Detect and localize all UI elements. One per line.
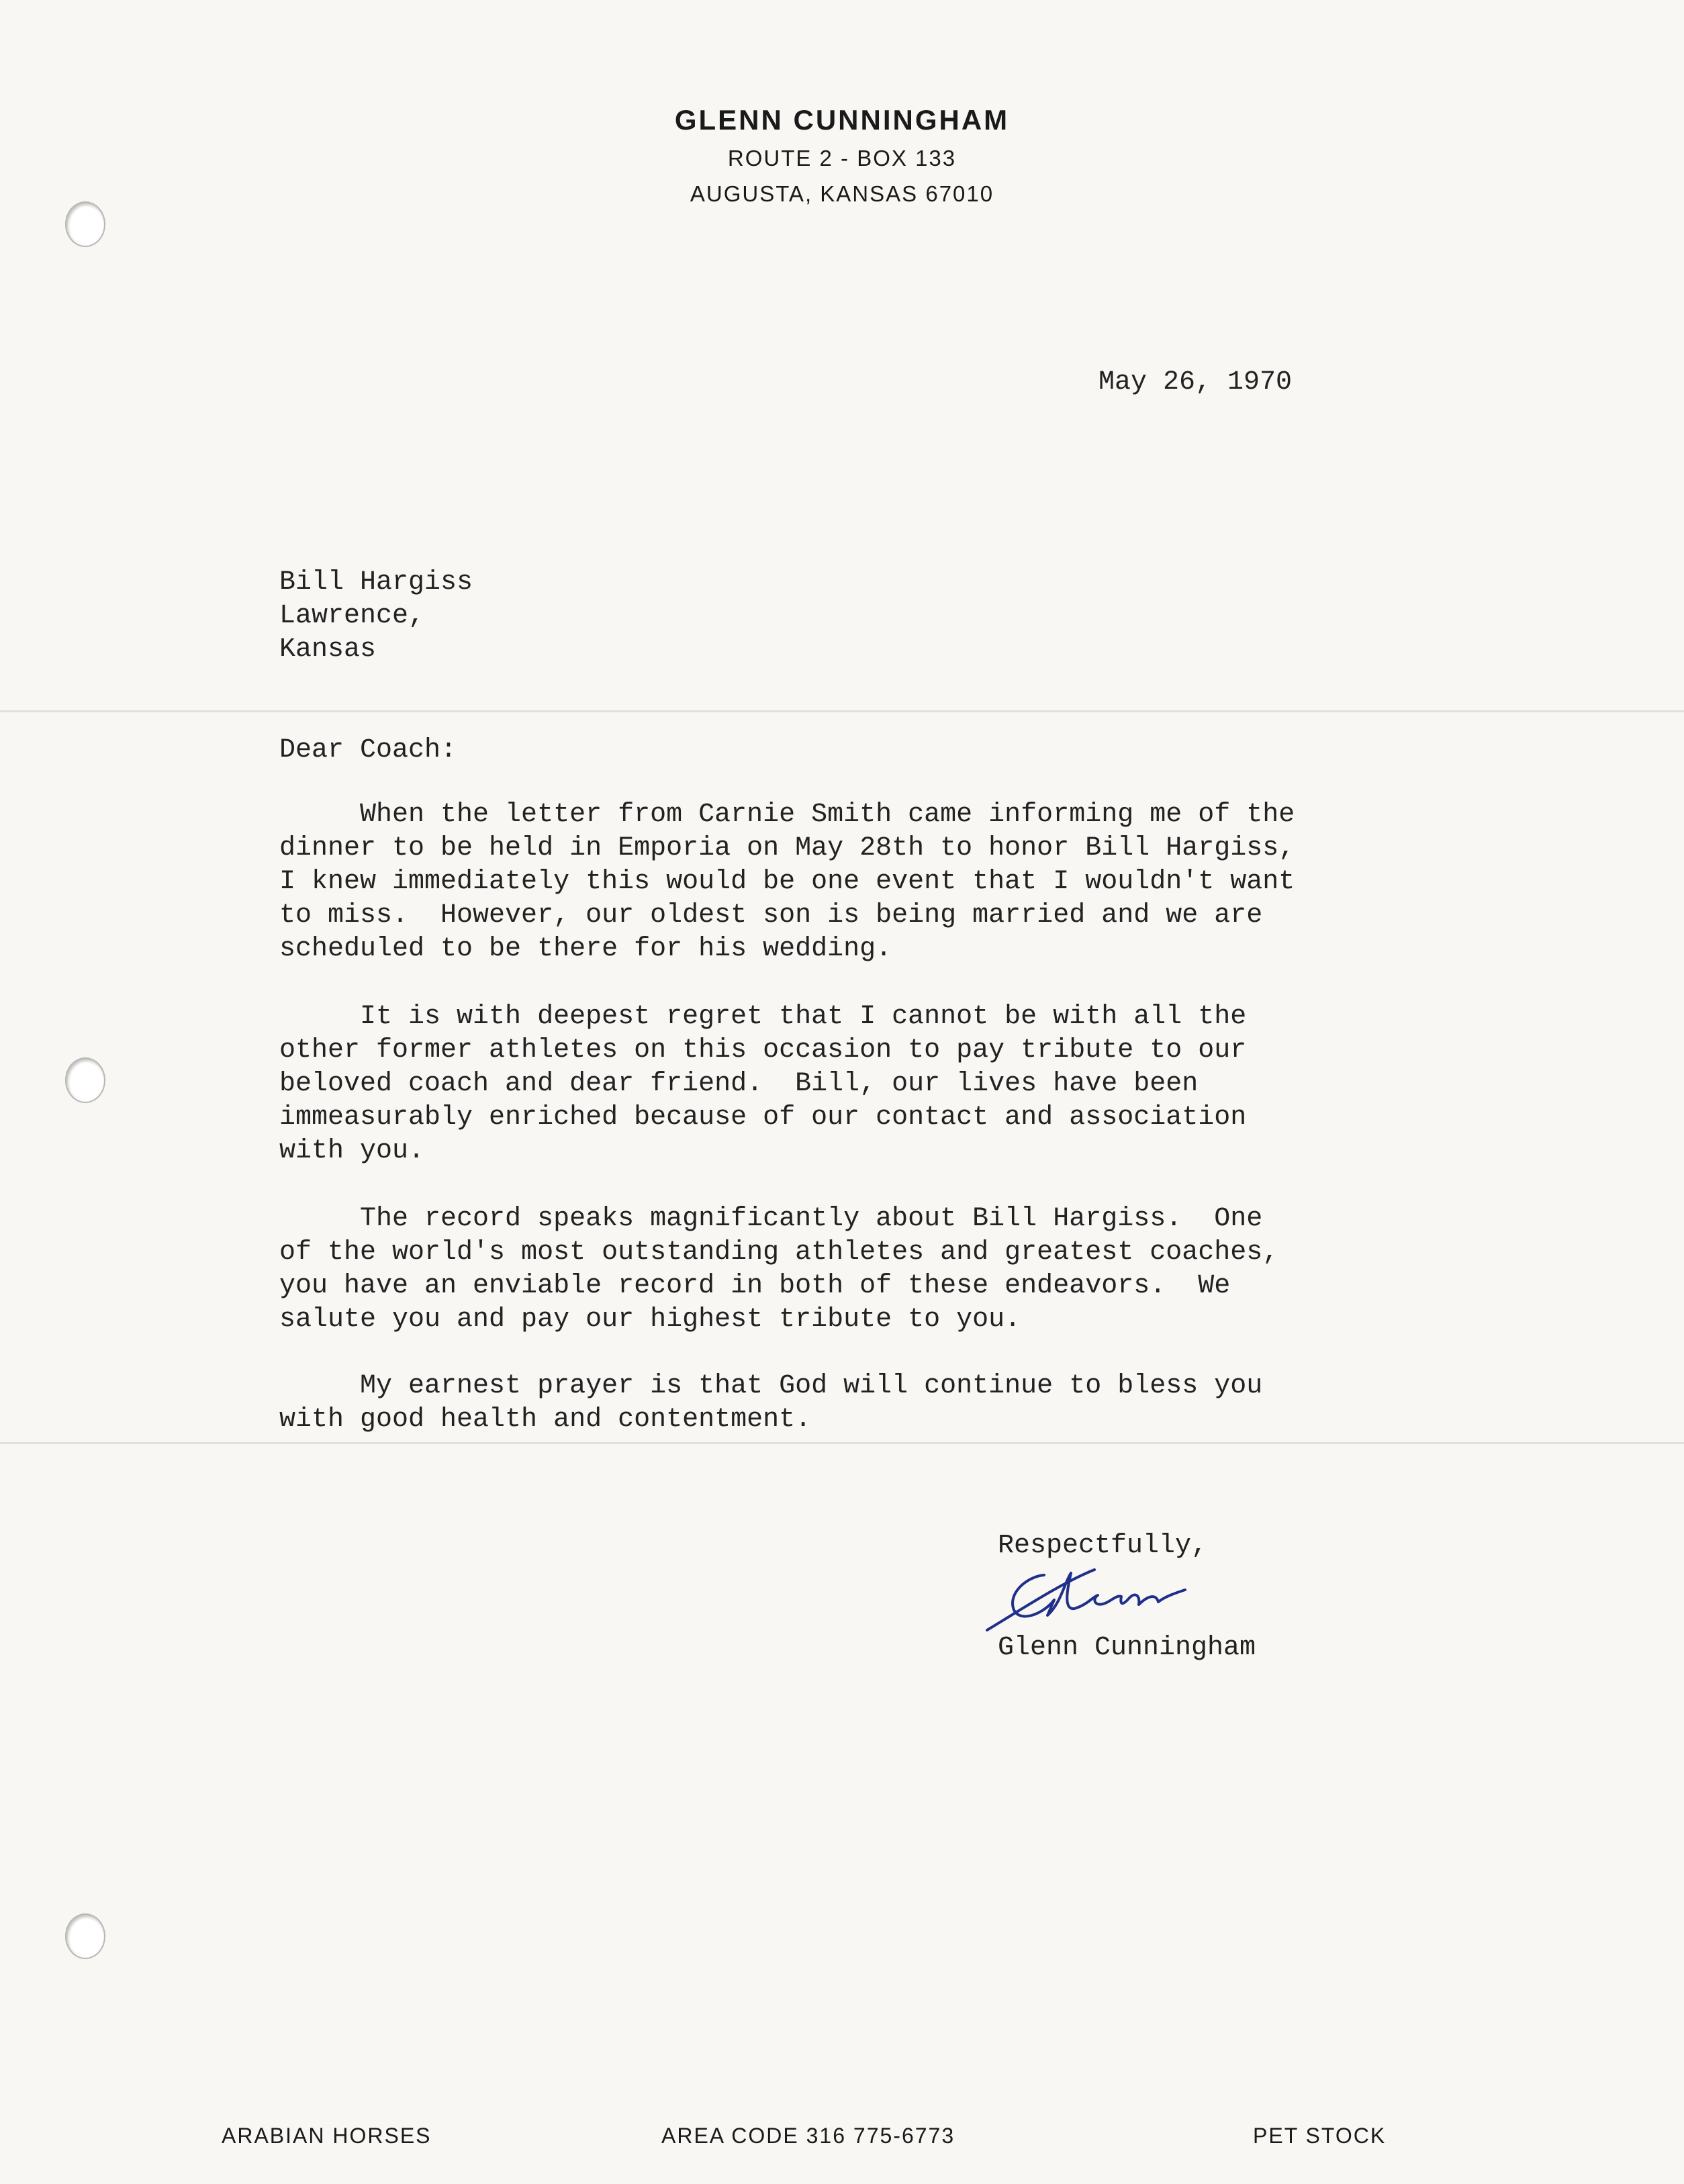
recipient-address [279, 566, 473, 667]
body-paragraph: My earnest prayer is that God will continue to bless you with good health and contentment. [279, 1371, 1263, 1435]
closing: Respectfully, [998, 1531, 1208, 1561]
letterhead-address-line1: ROUTE 2 - BOX 133 [727, 146, 957, 171]
footer-left: ARABIAN HORSES [222, 2124, 432, 2148]
letterhead-name: GLENN CUNNINGHAM [674, 104, 1010, 136]
letter-date: May 26, 1970 [1098, 367, 1293, 397]
punch-hole [65, 1057, 105, 1103]
punch-hole [65, 1913, 105, 1959]
salutation: Dear Coach: [279, 735, 457, 765]
body-paragraph: It is with deepest regret that I cannot be with all the other former athletes on this occasion to pay tribute to our beloved coach and dear friend. Bill, our lives have been immeasurably enriched because of our contact and association with you. [279, 1002, 1247, 1166]
recipient-city: Lawrence, [279, 601, 425, 631]
body-paragraph: When the letter from Carnie Smith came informing me of the dinner to be held in Emporia on May 28th to honor Bill Hargiss, I knew immediately this would be one event that I wouldn't want to miss. However, our oldest son is being married and we are scheduled to be there for his wedding. [279, 800, 1295, 964]
paper-fold-line [0, 1442, 1684, 1444]
body-paragraph: The record speaks magnificantly about Bill Hargiss. One of the world's most outstanding athletes and greatest coaches, you have an enviable record in both of these endeavors. We salute you and pay our highest tribute to you. [279, 1204, 1279, 1335]
recipient-state: Kansas [279, 634, 377, 665]
punch-hole [65, 201, 105, 247]
recipient-name: Bill Hargiss [279, 567, 473, 598]
footer-phone: AREA CODE 316 775-6773 [661, 2124, 955, 2148]
signer-name: Glenn Cunningham [998, 1633, 1256, 1663]
footer-right: PET STOCK [1253, 2124, 1387, 2148]
letterhead-address-line2: AUGUSTA, KANSAS 67010 [690, 181, 994, 206]
paper-fold-line [0, 710, 1684, 712]
